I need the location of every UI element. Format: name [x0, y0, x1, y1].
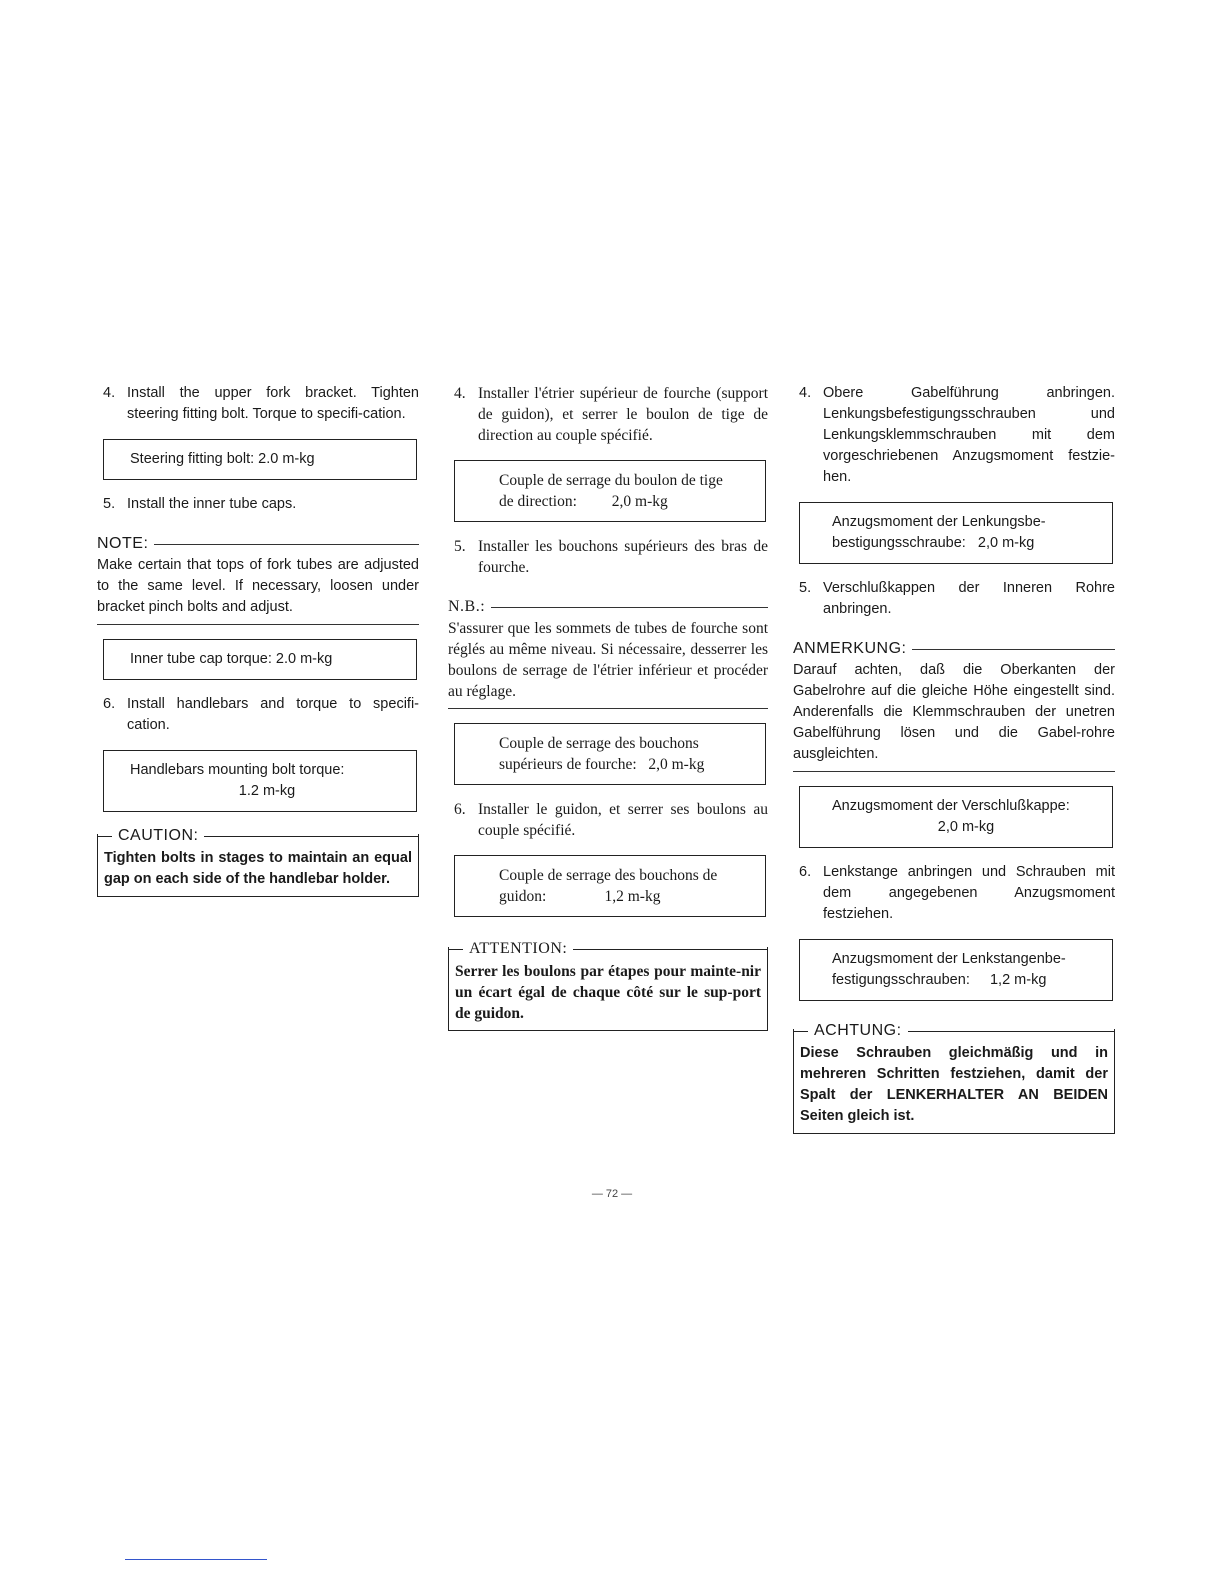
step-text: Installer l'étrier supérieur de fourche (support de guidon), et serrer le boulon de tige de direction au couple spécifié.: [478, 385, 768, 444]
spec-text-line1: Anzugsmoment der Lenkungsbe-: [832, 514, 1046, 530]
caution-rule-right: [573, 949, 767, 950]
spec-box-steering-bolt: [799, 502, 1113, 564]
spec-box-steering-bolt: [454, 460, 766, 522]
spec-box-tube-caps: [454, 723, 766, 785]
note-rule: [491, 607, 768, 608]
note-heading: [97, 533, 419, 555]
spec-text-line1: Anzugsmoment der Lenkstangenbe-: [832, 951, 1066, 967]
step-6: [448, 799, 768, 841]
step-number: 5.: [454, 538, 466, 555]
caution-rule-right: [204, 836, 418, 837]
step-5: [448, 536, 768, 578]
spec-text-line2: bestigungsschraube: 2,0 m-kg: [832, 535, 1035, 551]
step-text: Install the upper fork bracket. Tighten steering fitting bolt. Torque to specifi-cation.: [127, 385, 419, 422]
spec-text-line1: Couple de serrage des bouchons: [499, 735, 699, 752]
page-number: — 72 —: [591, 1188, 633, 1200]
french-column: [448, 383, 768, 1031]
caution-text: Diese Schrauben gleichmäßig und in mehreren Schritten festziehen, damit der Spalt der LENKERHALTER AN BEIDEN Seiten gleich ist.: [800, 1045, 1108, 1124]
caution-box: [793, 1022, 1115, 1134]
step-number: 5.: [799, 580, 812, 596]
caution-rule-left: [794, 1031, 808, 1032]
step-number: 6.: [799, 864, 812, 880]
caution-text: Tighten bolts in stages to maintain an equal gap on each side of the handlebar holder.: [104, 850, 412, 887]
spec-box-steering-bolt: [103, 439, 417, 480]
spec-box-inner-tube-cap: [103, 639, 417, 680]
spec-text-line2: guidon: 1,2 m-kg: [499, 888, 661, 905]
step-number: 4.: [454, 385, 466, 402]
footer-blue-rule: [125, 1559, 267, 1560]
caution-label: ATTENTION:: [469, 940, 568, 957]
spec-text-line1: Anzugsmoment der Verschlußkappe:: [832, 798, 1070, 814]
note-heading: [793, 638, 1115, 660]
step-4: [97, 383, 419, 425]
spec-text-line2: de direction: 2,0 m-kg: [499, 493, 668, 510]
caution-rule-left: [98, 836, 112, 837]
german-column: [793, 383, 1115, 1134]
spec-text: Steering fitting bolt: 2.0 m-kg: [130, 451, 315, 467]
spec-text-line2: 1.2 m-kg: [238, 783, 296, 799]
note-end-rule: [793, 771, 1115, 772]
step-4: [793, 383, 1115, 488]
step-text: Verschlußkappen der Inneren Rohre anbringen.: [823, 580, 1115, 617]
note-text: Darauf achten, daß die Oberkanten der Gabelrohre auf die gleiche Höhe eingestellt sind. Anderenfalls die Klemmschrauben der unetren Gabelführung lösen und die Gabel-rohre ausgleichten.: [793, 662, 1115, 762]
spec-text-line1: Handlebars mounting bolt torque:: [130, 762, 345, 778]
note-rule: [912, 649, 1115, 650]
step-text: Install the inner tube caps.: [127, 496, 297, 512]
step-4: [448, 383, 768, 446]
spec-text-line2: supérieurs de fourche: 2,0 m-kg: [499, 756, 705, 773]
spec-box-caps: [799, 786, 1113, 848]
step-6: [97, 694, 419, 736]
spec-text-line2: festigungsschrauben: 1,2 m-kg: [832, 972, 1047, 988]
caution-label: CAUTION:: [118, 827, 199, 844]
spec-box-handlebars: [454, 855, 766, 917]
english-column: [97, 383, 419, 897]
note-label: NOTE:: [97, 535, 149, 552]
step-text: Installer le guidon, et serrer ses boulons au couple spécifié.: [478, 801, 768, 839]
spec-box-handlebars: [103, 750, 417, 812]
spec-box-handlebars: [799, 939, 1113, 1001]
step-number: 4.: [103, 385, 116, 401]
caution-rule-left: [449, 949, 463, 950]
step-number: 5.: [103, 496, 116, 512]
spec-text-line1: Couple de serrage des bouchons de: [499, 867, 718, 884]
note-text: Make certain that tops of fork tubes are adjusted to the same level. If necessary, loosen under bracket pinch bolts and adjust.: [97, 557, 419, 615]
spec-text-line1: Couple de serrage du boulon de tige: [499, 472, 723, 489]
caution-box: [97, 827, 419, 897]
caution-label: ACHTUNG:: [814, 1022, 902, 1039]
note-end-rule: [97, 624, 419, 625]
caution-heading: [794, 1022, 1114, 1040]
step-number: 6.: [103, 696, 116, 712]
note-end-rule: [448, 708, 768, 709]
step-5: [793, 578, 1115, 620]
caution-box: [448, 940, 768, 1031]
note-label: ANMERKUNG:: [793, 640, 907, 657]
note-text: S'assurer que les sommets de tubes de fourche sont réglés au même niveau. Si nécessaire, desserrer les boulons de serrage de l'étrier inférieur et procéder au réglage.: [448, 620, 768, 700]
step-text: Install handlebars and torque to specifi-cation.: [127, 696, 419, 733]
spec-text: Inner tube cap torque: 2.0 m-kg: [130, 651, 333, 667]
note-heading: [448, 596, 768, 618]
note-rule: [154, 544, 419, 545]
spec-text-line2: 2,0 m-kg: [937, 819, 995, 835]
step-6: [793, 862, 1115, 925]
note-label: N.B.:: [448, 598, 486, 615]
step-text: Lenkstange anbringen und Schrauben mit dem angegebenen Anzugsmoment festziehen.: [823, 864, 1115, 922]
caution-heading: [449, 940, 767, 958]
step-text: Installer les bouchons supérieurs des bras de fourche.: [478, 538, 768, 576]
step-number: 6.: [454, 801, 466, 818]
caution-rule-right: [908, 1031, 1114, 1032]
step-text: Obere Gabelführung anbringen. Lenkungsbefestigungsschrauben und Lenkungsklemmschrauben mit dem vorgeschriebenen Anzugsmoment festzie-hen.: [823, 385, 1115, 485]
caution-text: Serrer les boulons par étapes pour mainte-nir un écart égal de chaque côté sur le sup-port de guidon.: [455, 963, 761, 1022]
caution-heading: [98, 827, 418, 845]
step-5: [97, 494, 419, 515]
step-number: 4.: [799, 385, 812, 401]
